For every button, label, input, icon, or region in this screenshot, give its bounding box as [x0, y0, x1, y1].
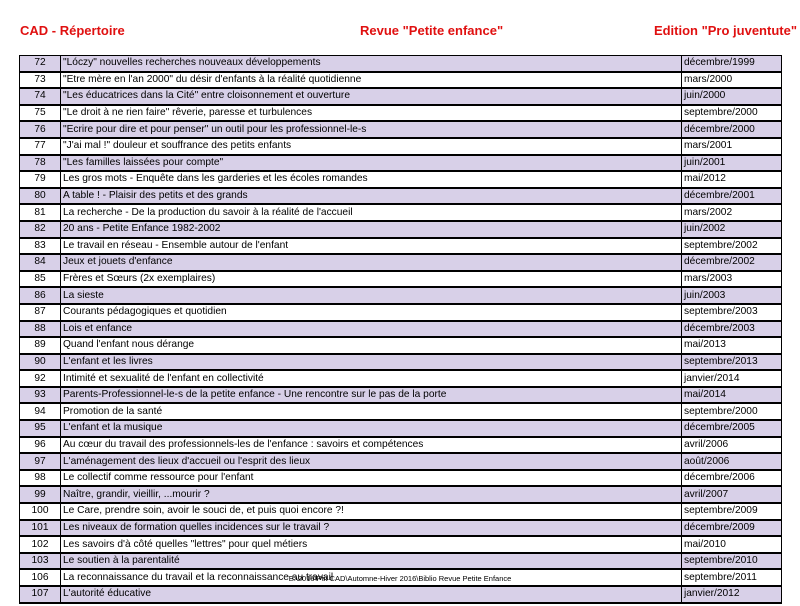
header-right-title: Edition "Pro juventute" — [653, 23, 797, 38]
table-row — [20, 138, 782, 155]
table-row — [20, 321, 782, 338]
table-row — [20, 503, 782, 520]
table-row — [20, 437, 782, 454]
table-row — [20, 254, 782, 271]
issue-date-cell: mai/2012 — [682, 171, 782, 188]
issue-date-cell: septembre/2009 — [682, 503, 782, 520]
page-header — [0, 23, 800, 43]
issue-number-cell: 102 — [20, 536, 61, 553]
table-row — [20, 88, 782, 105]
issue-date-cell: septembre/2000 — [682, 403, 782, 420]
issue-title-cell: Les savoirs d'à côté quelles "lettres" pour quel métiers — [61, 536, 682, 553]
issue-title-cell: L'autorité éducative — [61, 586, 682, 603]
issue-number-cell: 90 — [20, 354, 61, 371]
issue-number-cell: 100 — [20, 503, 61, 520]
issue-title-cell: "Etre mère en l'an 2000" du désir d'enfants à la réalité quotidienne — [61, 72, 682, 89]
catalog-table — [19, 55, 782, 604]
table-row — [20, 370, 782, 387]
issue-number-cell: 95 — [20, 420, 61, 437]
issue-title-cell: Le collectif comme ressource pour l'enfant — [61, 470, 682, 487]
issue-date-cell: juin/2003 — [682, 287, 782, 304]
issue-date-cell: janvier/2012 — [682, 586, 782, 603]
issue-date-cell: avril/2007 — [682, 486, 782, 503]
issue-number-cell: 106 — [20, 569, 61, 586]
issue-title-cell: Le soutien à la parentalité — [61, 553, 682, 570]
table-row — [20, 553, 782, 570]
issue-date-cell: mars/2000 — [682, 72, 782, 89]
table-row — [20, 121, 782, 138]
issue-date-cell: décembre/2001 — [682, 188, 782, 205]
issue-title-cell: Jeux et jouets d'enfance — [61, 254, 682, 271]
issue-title-cell: Frères et Sœurs (2x exemplaires) — [61, 271, 682, 288]
issue-title-cell: La recherche - De la production du savoir à la réalité de l'accueil — [61, 204, 682, 221]
issue-title-cell: "J'ai mal !" douleur et souffrance des petits enfants — [61, 138, 682, 155]
table-row — [20, 337, 782, 354]
header-left-title: CAD - Répertoire — [20, 23, 125, 38]
table-row — [20, 105, 782, 122]
issue-title-cell: Parents-Professionnel-le-s de la petite enfance - Une rencontre sur le pas de la porte — [61, 387, 682, 404]
issue-number-cell: 72 — [20, 56, 61, 72]
issue-title-cell: Les gros mots - Enquête dans les garderies et les écoles romandes — [61, 171, 682, 188]
issue-date-cell: septembre/2010 — [682, 553, 782, 570]
issue-date-cell: mai/2014 — [682, 387, 782, 404]
issue-title-cell: Au cœur du travail des professionnels-les de l'enfance : savoirs et compétences — [61, 437, 682, 454]
issue-title-cell: 20 ans - Petite Enfance 1982-2002 — [61, 221, 682, 238]
issue-date-cell: mars/2001 — [682, 138, 782, 155]
issue-title-cell: Promotion de la santé — [61, 403, 682, 420]
table-row — [20, 520, 782, 537]
issue-date-cell: décembre/1999 — [682, 56, 782, 72]
issue-number-cell: 82 — [20, 221, 61, 238]
issue-number-cell: 89 — [20, 337, 61, 354]
issue-number-cell: 78 — [20, 155, 61, 172]
issue-title-cell: Intimité et sexualité de l'enfant en collectivité — [61, 370, 682, 387]
issue-title-cell: Le Care, prendre soin, avoir le souci de, et puis quoi encore ?! — [61, 503, 682, 520]
table-row — [20, 238, 782, 255]
issue-number-cell: 87 — [20, 304, 61, 321]
issue-title-cell: "Ecrire pour dire et pour penser" un outil pour les professionnel-le-s — [61, 121, 682, 138]
issue-number-cell: 80 — [20, 188, 61, 205]
issue-number-cell: 88 — [20, 321, 61, 338]
issue-number-cell: 79 — [20, 171, 61, 188]
table-row — [20, 72, 782, 89]
table-row — [20, 188, 782, 205]
issue-title-cell: "Lóczy" nouvelles recherches nouveaux développements — [61, 56, 682, 72]
issue-date-cell: décembre/2006 — [682, 470, 782, 487]
issue-title-cell: Courants pédagogiques et quotidien — [61, 304, 682, 321]
issue-date-cell: mai/2010 — [682, 536, 782, 553]
issue-number-cell: 97 — [20, 453, 61, 470]
table-row — [20, 221, 782, 238]
table-row — [20, 536, 782, 553]
issue-number-cell: 81 — [20, 204, 61, 221]
issue-date-cell: avril/2006 — [682, 437, 782, 454]
issue-date-cell: septembre/2002 — [682, 238, 782, 255]
issue-date-cell: mai/2013 — [682, 337, 782, 354]
issue-number-cell: 83 — [20, 238, 61, 255]
issue-date-cell: août/2006 — [682, 453, 782, 470]
table-row — [20, 171, 782, 188]
issue-title-cell: L'enfant et les livres — [61, 354, 682, 371]
issue-number-cell: 75 — [20, 105, 61, 122]
issue-title-cell: Quand l'enfant nous dérange — [61, 337, 682, 354]
issue-number-cell: 73 — [20, 72, 61, 89]
table-row — [20, 586, 782, 603]
issue-title-cell: "Les familles laissées pour compte" — [61, 155, 682, 172]
issue-title-cell: A table ! - Plaisir des petits et des grands — [61, 188, 682, 205]
issue-title-cell: L'enfant et la musique — [61, 420, 682, 437]
issue-number-cell: 76 — [20, 121, 61, 138]
table-row — [20, 387, 782, 404]
issue-date-cell: juin/2000 — [682, 88, 782, 105]
table-row — [20, 287, 782, 304]
issue-date-cell: septembre/2003 — [682, 304, 782, 321]
table-row — [20, 204, 782, 221]
issue-date-cell: janvier/2014 — [682, 370, 782, 387]
issue-title-cell: Naître, grandir, vieillir, ...mourir ? — [61, 486, 682, 503]
issue-date-cell: septembre/2011 — [682, 569, 782, 586]
issue-title-cell: "Les éducatrices dans la Cité" entre cloisonnement et ouverture — [61, 88, 682, 105]
issue-number-cell: 96 — [20, 437, 61, 454]
issue-number-cell: 74 — [20, 88, 61, 105]
issue-number-cell: 101 — [20, 520, 61, 537]
issue-title-cell: Les niveaux de formation quelles incidences sur le travail ? — [61, 520, 682, 537]
issue-date-cell: décembre/2002 — [682, 254, 782, 271]
issue-title-cell: La reconnaissance du travail et la reconnaissance au travail — [61, 569, 682, 586]
table-row — [20, 304, 782, 321]
table-row — [20, 470, 782, 487]
header-center-title: Revue "Petite enfance" — [360, 23, 504, 38]
table-row — [20, 486, 782, 503]
issue-number-cell: 86 — [20, 287, 61, 304]
issue-date-cell: septembre/2000 — [682, 105, 782, 122]
file-path-footer: E:\2016\Ptit CAD\Automne-Hiver 2016\Biblio Revue Petite Enfance — [288, 574, 512, 583]
table-row — [20, 403, 782, 420]
table-row — [20, 354, 782, 371]
issue-number-cell: 107 — [20, 586, 61, 603]
issue-number-cell: 92 — [20, 370, 61, 387]
issue-number-cell: 94 — [20, 403, 61, 420]
issue-date-cell: mars/2002 — [682, 204, 782, 221]
issue-date-cell: juin/2002 — [682, 221, 782, 238]
issue-date-cell: décembre/2005 — [682, 420, 782, 437]
issue-title-cell: "Le droit à ne rien faire" rêverie, paresse et turbulences — [61, 105, 682, 122]
issue-date-cell: décembre/2000 — [682, 121, 782, 138]
issue-date-cell: décembre/2009 — [682, 520, 782, 537]
issue-date-cell: juin/2001 — [682, 155, 782, 172]
issue-number-cell: 77 — [20, 138, 61, 155]
table-row — [20, 271, 782, 288]
table-row — [20, 155, 782, 172]
issue-date-cell: septembre/2013 — [682, 354, 782, 371]
table-row — [20, 453, 782, 470]
issue-title-cell: La sieste — [61, 287, 682, 304]
issue-title-cell: Le travail en réseau - Ensemble autour de l'enfant — [61, 238, 682, 255]
table-row — [20, 56, 782, 72]
issue-date-cell: décembre/2003 — [682, 321, 782, 338]
issue-title-cell: L'aménagement des lieux d'accueil ou l'esprit des lieux — [61, 453, 682, 470]
issue-number-cell: 103 — [20, 553, 61, 570]
issue-date-cell: mars/2003 — [682, 271, 782, 288]
issue-number-cell: 85 — [20, 271, 61, 288]
issue-number-cell: 99 — [20, 486, 61, 503]
issue-title-cell: Lois et enfance — [61, 321, 682, 338]
issue-number-cell: 84 — [20, 254, 61, 271]
issue-number-cell: 93 — [20, 387, 61, 404]
table-row — [20, 420, 782, 437]
issue-number-cell: 98 — [20, 470, 61, 487]
